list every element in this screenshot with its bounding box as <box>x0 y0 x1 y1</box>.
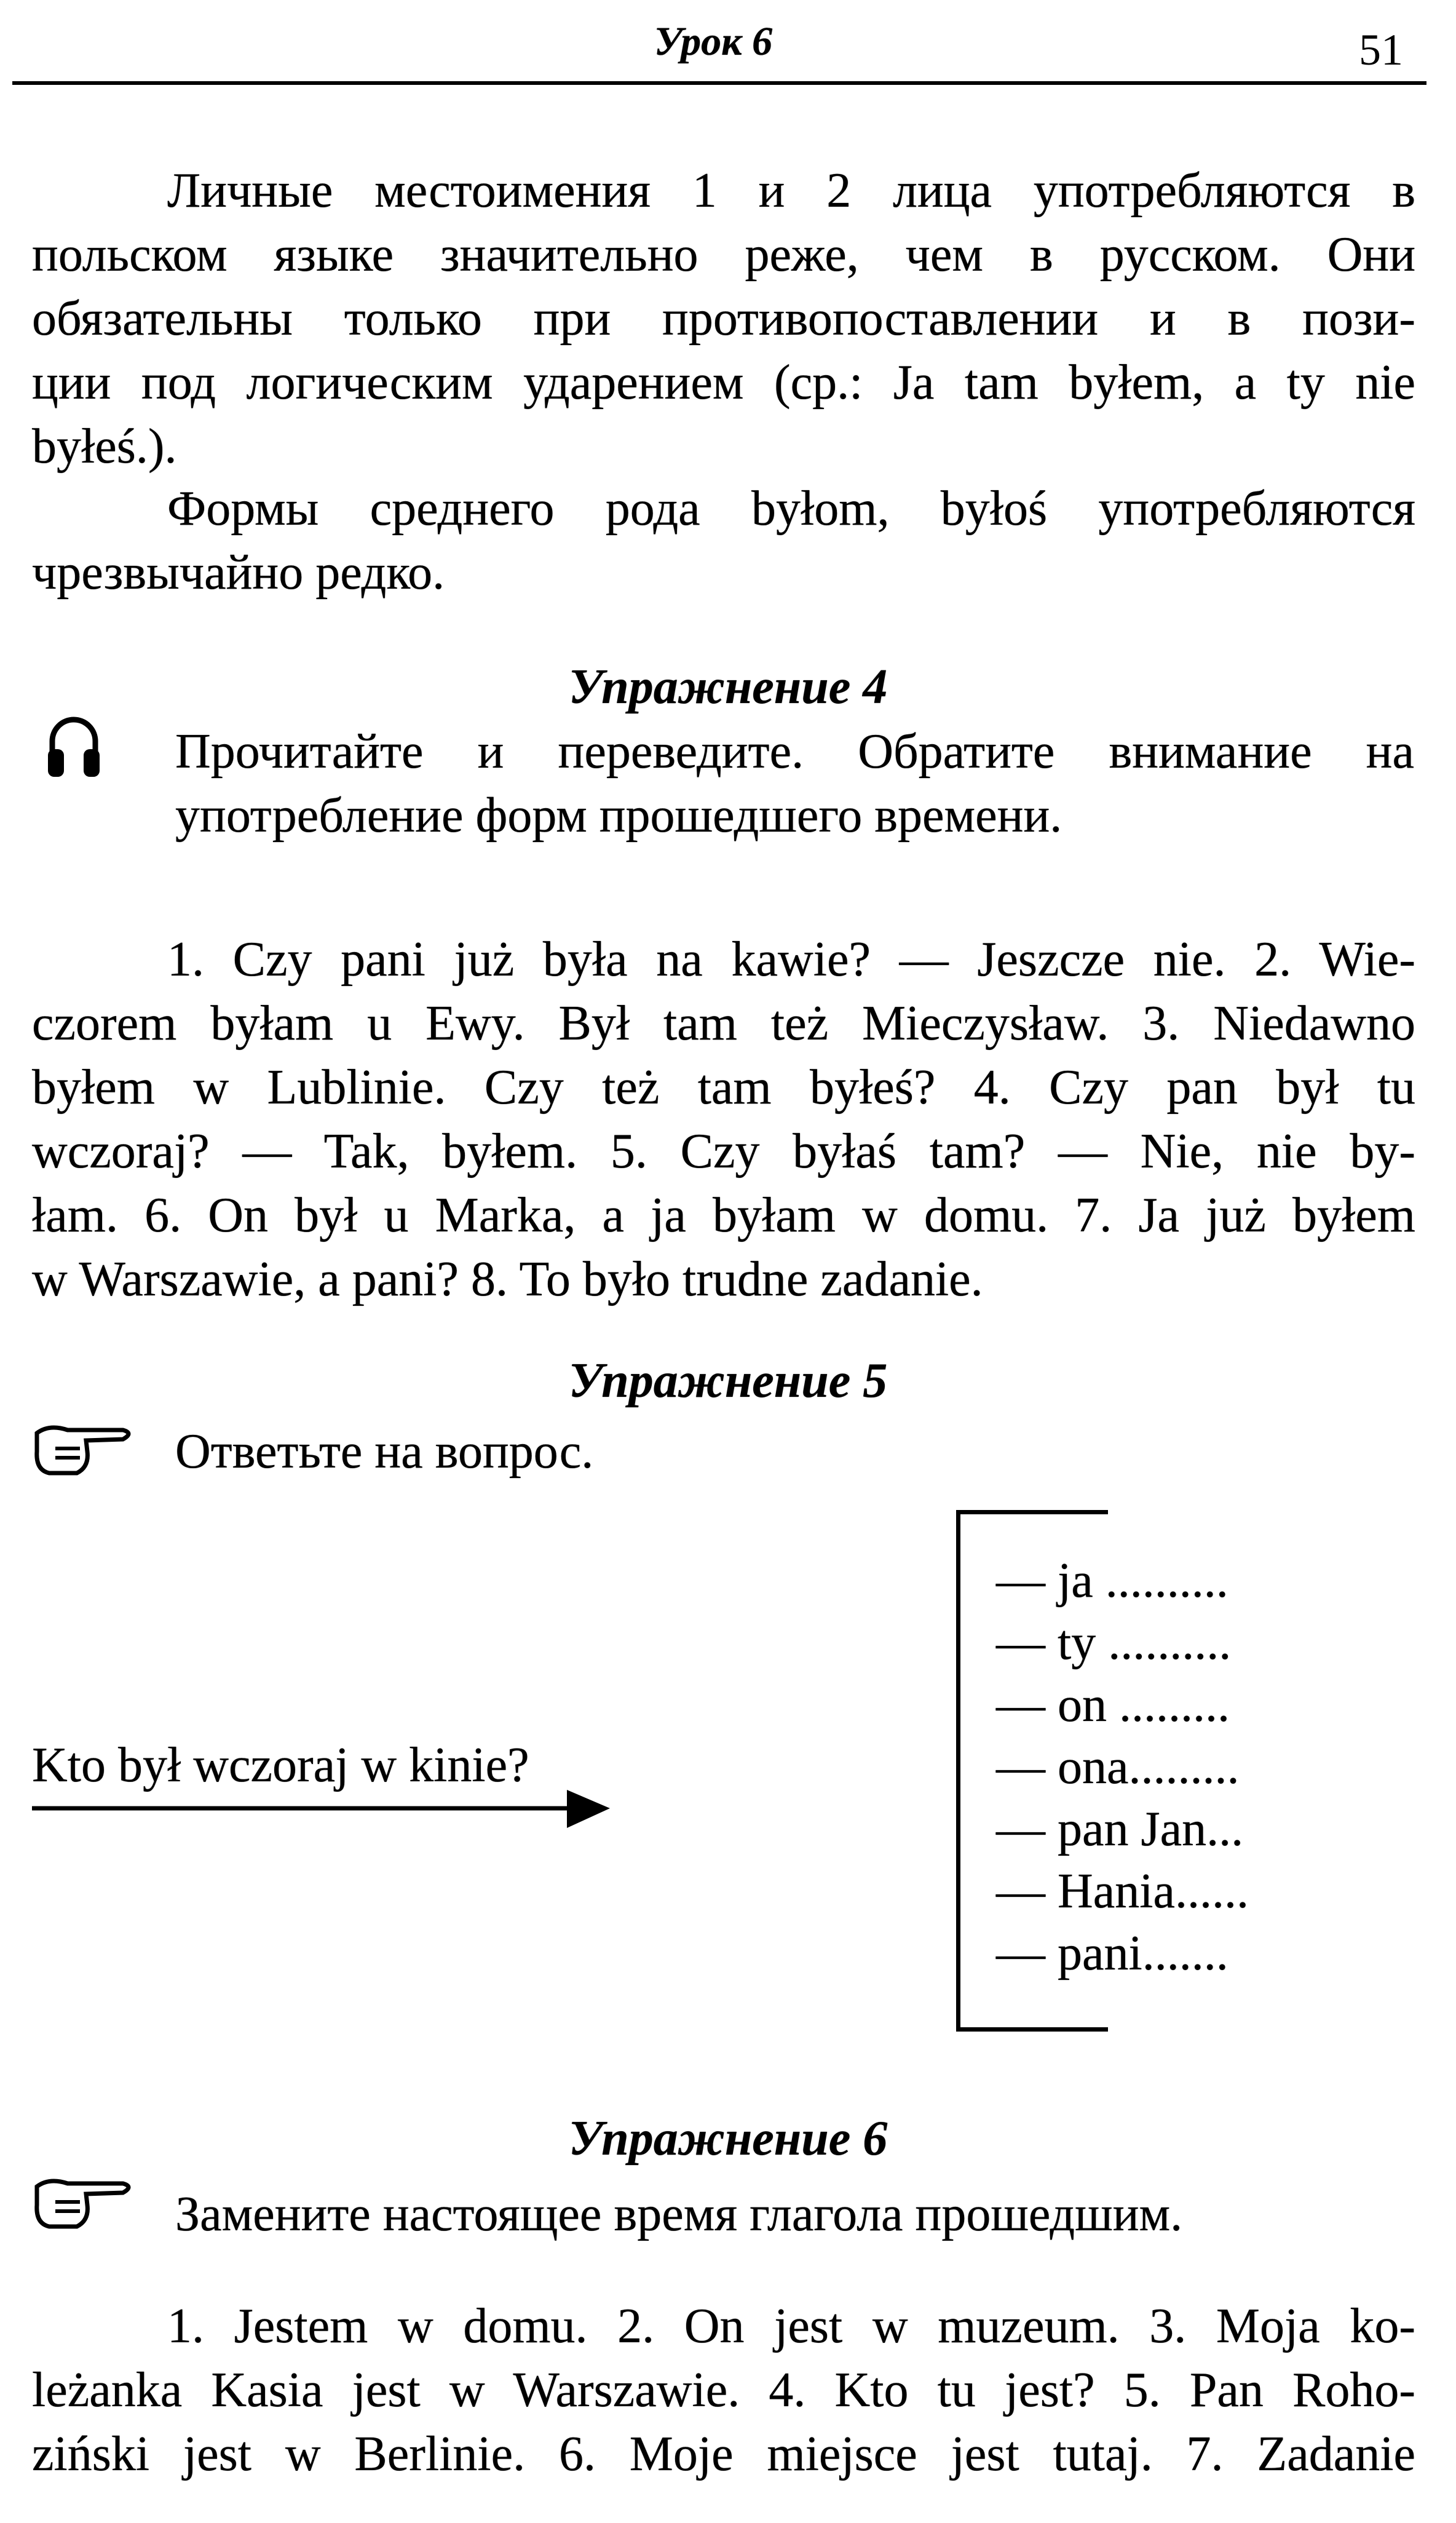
paragraph-2 <box>32 477 1415 605</box>
exercise-4-instruction <box>175 720 1414 848</box>
answer-item: — ty .......... <box>996 1616 1232 1670</box>
text-line: w Warszawie, a pani? 8. To było trudne zadanie. <box>32 1252 983 1306</box>
arrow-right-icon <box>32 1784 610 1833</box>
pointing-hand-icon <box>31 2168 141 2236</box>
text-line: ции под логическим ударением (ср.: Ja tam byłem, a ty nie <box>32 356 1415 410</box>
header-rule <box>12 81 1426 85</box>
answer-item: — pan Jan... <box>996 1802 1244 1856</box>
text-line: 1. Czy pani już była na kawie? — Jeszcze nie. 2. Wie- <box>167 932 1415 987</box>
text-line: leżanka Kasia jest w Warszawie. 4. Kto tu jest? 5. Pan Roho- <box>32 2363 1415 2417</box>
text-line: byłem w Lublinie. Czy też tam byłeś? 4. Czy pan był tu <box>32 1060 1415 1114</box>
answer-item: — Hania...... <box>996 1864 1249 1918</box>
exercise-6-text <box>32 2294 1415 2486</box>
text-line: Формы среднего рода byłom, byłoś употребляются <box>167 482 1415 536</box>
text-line: употребление форм прошедшего времени. <box>175 789 1062 843</box>
exercise-4-heading: Упражнение 4 <box>568 660 888 714</box>
text-line: Прочитайте и переведите. Обратите внимание на <box>175 725 1414 779</box>
exercise-5-instruction: Ответьте на вопрос. <box>175 1424 594 1479</box>
text-line: польском языке значительно реже, чем в русском. Они <box>32 228 1415 282</box>
running-header: Урок 6 <box>654 19 773 64</box>
page-number: 51 <box>1359 25 1403 74</box>
text-line: Личные местоимения 1 и 2 лица употребляются в <box>167 164 1415 218</box>
text-line: byłeś.). <box>32 419 177 474</box>
paragraph-1 <box>32 159 1415 479</box>
text-line: обязательны только при противопоставлении и в пози- <box>32 292 1415 346</box>
text-line: 1. Jestem w domu. 2. On jest w muzeum. 3. Moja ko- <box>167 2299 1415 2353</box>
exercise-6-heading: Упражнение 6 <box>568 2112 888 2166</box>
text-line: wczoraj? — Tak, byłem. 5. Czy byłaś tam? — Nie, nie by- <box>32 1124 1415 1178</box>
pointing-hand-icon <box>31 1415 141 1482</box>
text-line: ziński jest w Berlinie. 6. Moje miejsce jest tutaj. 7. Zadanie <box>32 2427 1415 2481</box>
exercise-6-instruction: Замените настоящее время глагола прошедшим. <box>175 2187 1183 2241</box>
answer-list <box>996 1550 1249 1985</box>
question: Kto był wczoraj w kinie? <box>32 1738 529 1792</box>
exercise-5-heading: Упражнение 5 <box>568 1354 888 1408</box>
answer-item: — ona......... <box>996 1740 1240 1794</box>
answer-item: — on ......... <box>996 1678 1230 1732</box>
answer-item: — ja .......... <box>996 1554 1228 1608</box>
text-line: czorem byłam u Ewy. Był tam też Mieczysław. 3. Niedawno <box>32 996 1415 1051</box>
text-line: łam. 6. On był u Marka, a ja byłam w domu. 7. Ja już byłem <box>32 1188 1415 1242</box>
answer-item: — pani....... <box>996 1926 1228 1981</box>
headphones-icon <box>43 713 105 781</box>
text-line: чрезвычайно редко. <box>32 546 445 600</box>
exercise-4-text <box>32 928 1415 1311</box>
